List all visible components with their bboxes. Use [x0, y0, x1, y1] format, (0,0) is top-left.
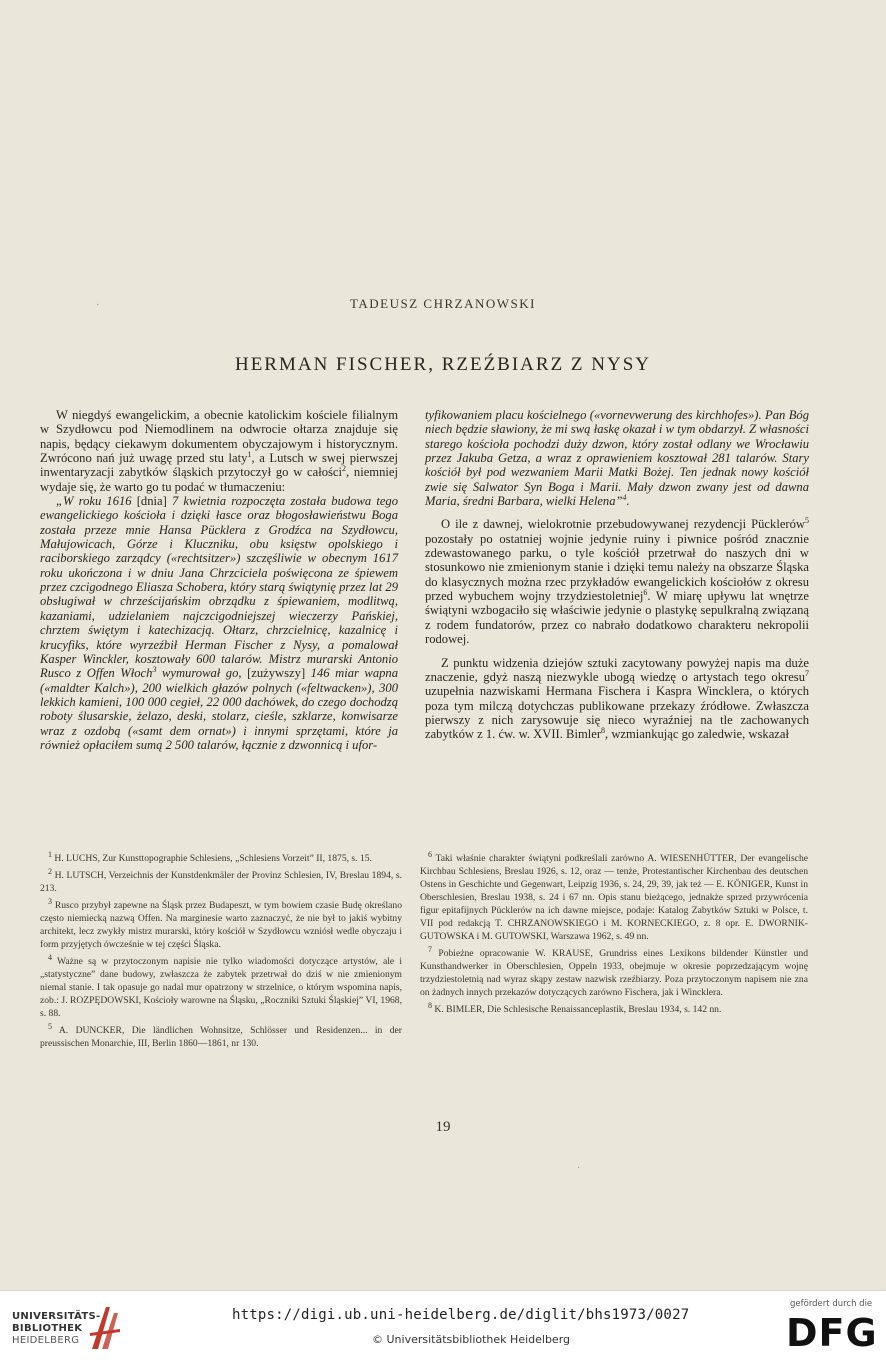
funding-label: gefördert durch die [790, 1299, 873, 1309]
paragraph-residence: O ile z dawnej, wielokrotnie przebudowywanej rezydencji Pücklerów$^5$ pozostały po ostatniej wojnie jedynie ruiny i piwnice pośród znacznie zdewastowanego parku, o tyle kościół przetrwał do naszych dni w stosunkowo nie zmienionym stanie i dzięki temu należy na obszarze Śląska do klasycznych można rzec przykładów ewangelickich kościołów z okresu przed wybuchem wojny trzydziestoletniej$^6$. W miarę upływu lat wnętrze świątyni wzbogaciło się właściwie jedynie o plastykę sepulkralną związaną z rodem fundatorów, przez co nabrało dodatkowo charakteru nekropolii rodowej. [425, 516, 809, 647]
scan-speck: · [577, 1163, 581, 1174]
scan-speck: · [96, 300, 100, 311]
article-title: HERMAN FISCHER, RZEŹBIARZ Z NYSY [234, 354, 652, 375]
right-text-column [425, 408, 809, 742]
footnote: $^1$ H. LUCHS, Zur Kunsttopographie Schlesiens, „Schlesiens Vorzeit” II, 1875, s. 15. [48, 849, 372, 864]
permalink-url[interactable]: https://digi.ub.uni-heidelberg.de/diglit/bhs1973/0027 [232, 1307, 690, 1323]
left-text-column [40, 408, 398, 752]
article-author: TADEUSZ CHRZANOWSKI [350, 296, 536, 311]
footnote: $^7$ Pobieżne opracowanie W. KRAUSE, Grundriss eines Lexikons bildender Künstler und Kunsthandwerker in Oberschlesien, Oppeln 1933, obejmuje w okresie poprzedzającym wojnę trzydziestoletnią nad wyraz skąpy zestaw nazwisk rzeźbiarzy. Poza przytoczonym napisem nie zna on żadnych innych przekazów dotyczących zarówno Fischera, jak i Wincklera. [420, 944, 808, 998]
paragraph-inscription: „W roku 1616 [dnia] 7 kwietnia rozpoczęta została budowa tego ewangelickiego kościoła i dzięki łasce oraz błogosławieństwu Boga została przeze mnie Hansa Pücklera z Grodźca na Szydłowcu, Małujowicach, Górze i Kluczniku, obu księstw opolskiego i raciborskiego zarządcy («rechtsitzer») szczęśliwie w obecnym 1617 roku ukończona i w dniu Jana Chrzciciela poświęcona ze śpiewem przez czcigodnego Eliasza Schobera, który starą świątynię przez lat 29 obsługiwał w chrześcijańskim obrządku z śpiewaniem, modlitwą, kazaniami, udzielaniem najczcigodniejszej wieczerzy Pańskiej, chrztem świętym i katechizacją. Ołtarz, chrzcielnicę, kazalnicę i krucyfiks, które wyrzeźbił Herman Fischer z Nysy, a pomalował Kasper Winckler, kosztowały 600 talarów. Mistrz murarski Antonio Rusco z Offen Włoch$^3$ wymurował go, [zużywszy] 146 miar wapna («maldter Kalch»), 200 wielkich głazów polnych («feltwacken»), 300 lekkich kamieni, 100 000 cegieł, 22 000 dachówek, do czego dochodzą roboty ślusarskie, żelazo, deski, stolarz, cieśle, szklarze, konwisarze wraz z ozdobą («samt dem ornat») i innymi sprzętami, które ja również opłaciłem sumą 2 500 talarów, łącznie z dzwonnicą i ufor- [40, 494, 399, 752]
heidelberg-logo-icon [88, 1303, 124, 1353]
university-library-name[interactable]: UNIVERSITÄTS- BIBLIOTHEK HEIDELBERG [12, 1311, 101, 1346]
footnotes-right [420, 849, 809, 1020]
paragraph-inscription-cont: tyfikowaniem placu kościelnego («vornevwerung des kirchhofes»). Pan Bóg niech będzie sławiony, że mi swą łaskę okazał i w tym obdarzył. Z własności starego kościoła pochodzi duży dzwon, który został odlany we Wrocławiu przez Jakuba Getza, a wraz z oprawieniem kosztował 281 talarów. Stary kościół był pod wezwaniem Marii Matki Bożej. Ten jednak nowy kościół zwie się Salwator Syn Boga i Marii. Mały dzwon zwany jest od dawna Maria, średni Barbara, wielki Helena”$^4$. [425, 408, 809, 509]
footnotes-left [40, 849, 402, 1054]
footnote: $^5$ A. DUNCKER, Die ländlichen Wohnsitze, Schlösser und Residenzen... in der preussischen Monarchie, III, Berlin 1860—1861, nr 130. [40, 1021, 402, 1049]
footnote: $^6$ Taki właśnie charakter świątyni podkreślali zarówno A. WIESENHÜTTER, Der evangelische Kirchbau Schlesiens, Breslau 1926, s. 12, oraz — tenże, Protestantischer Kirchenbau des deutschen Ostens in Geschichte und Gegenwart, Leipzig 1936, s. 24, 29, 39, jak też — E. KÖNIGER, Kunst in Oberschlesien, Breslau 1938, s. 24 i 67 nn. Opis stanu bieżącego, jednakże sprzed przywrócenia figur epitafijnych Pücklerów na ich dawne miejsce, podaje: Katalog Zabytków Sztuki w Polsce, t. VII pod redakcją T. CHRZANOWSKIEGO i M. KORNECKIEGO, z. 8 opr. E. DWORNIK-GUTOWSKA i M. GUTOWSKI, Warszawa 1962, s. 49 nn. [420, 849, 809, 942]
footnote: $^3$ Rusco przybył zapewne na Śląsk przez Budapeszt, w tym bowiem czasie Budę określano często niemiecką nazwą Offen. Na marginesie warto zaznaczyć, że nie był to jakiś wybitny architekt, lecz zwykły mistrz murarski, który kościół w Szydłowcu wzniósł wedle obyczaju i form przyjętych ówcześnie w tej części Śląska. [40, 896, 402, 950]
footnote: $^8$ K. BIMLER, Die Schlesische Renaissanceplastik, Breslau 1934, s. 142 nn. [428, 1000, 722, 1015]
copyright-notice: © Universitätsbibliothek Heidelberg [372, 1333, 571, 1346]
digital-library-footer [0, 1290, 886, 1365]
footnote: $^4$ Ważne są w przytoczonym napisie nie tylko wiadomości dotyczące artystów, ale i „statystyczne” dane budowy, zwłaszcza że zabytek przetrwał do dziś w nie zmienionym niemal stanie. I tak opasuje go nadal mur opatrzony w strzelnice, o którym wspomina napis, zob.: J. ROZPĘDOWSKI, Kościoły warowne na Śląsku, „Roczniki Sztuki Śląskiej” VI, 1968, s. 88. [40, 952, 402, 1019]
paragraph-intro: W niegdyś ewangelickim, a obecnie katolickim kościele filialnym w Szydłowcu pod Niemodlinem na odwrocie ołtarza znajduje się napis, będący ciekawym dokumentem obyczajowym i historycznym. Zwrócono nań już uwagę przed stu laty$^1$, a Lutsch w swej pierwszej inwentaryzacji zabytków śląskich przytoczył go w całości$^2$, niemniej wydaje się, że warto go tu podać w tłumaczeniu: [40, 408, 398, 494]
paragraph-art-history: Z punktu widzenia dziejów sztuki zacytowany powyżej napis ma duże znaczenie, gdyż naszą niezwykle ubogą wiedzę o artystach tego okresu$^7$ uzupełnia nazwiskami Hermana Fischera i Kaspra Wincklera, o których poza tym milczą dotychczas publikowane przekazy źródłowe. Zwłaszcza pierwszy z nich zarysowuje się nieco wyraźniej na tle zachowanych zabytków z 1. ćw. w. XVII. Bimler$^8$, wzmiankując go zaledwie, wskazał [425, 655, 809, 742]
page-number: 19 [435, 1119, 451, 1135]
dfg-logo[interactable]: DFG [786, 1311, 878, 1355]
footnote: $^2$ H. LUTSCH, Verzeichnis der Kunstdenkmäler der Provinz Schlesien, IV, Breslau 1894, s. 213. [40, 866, 402, 894]
